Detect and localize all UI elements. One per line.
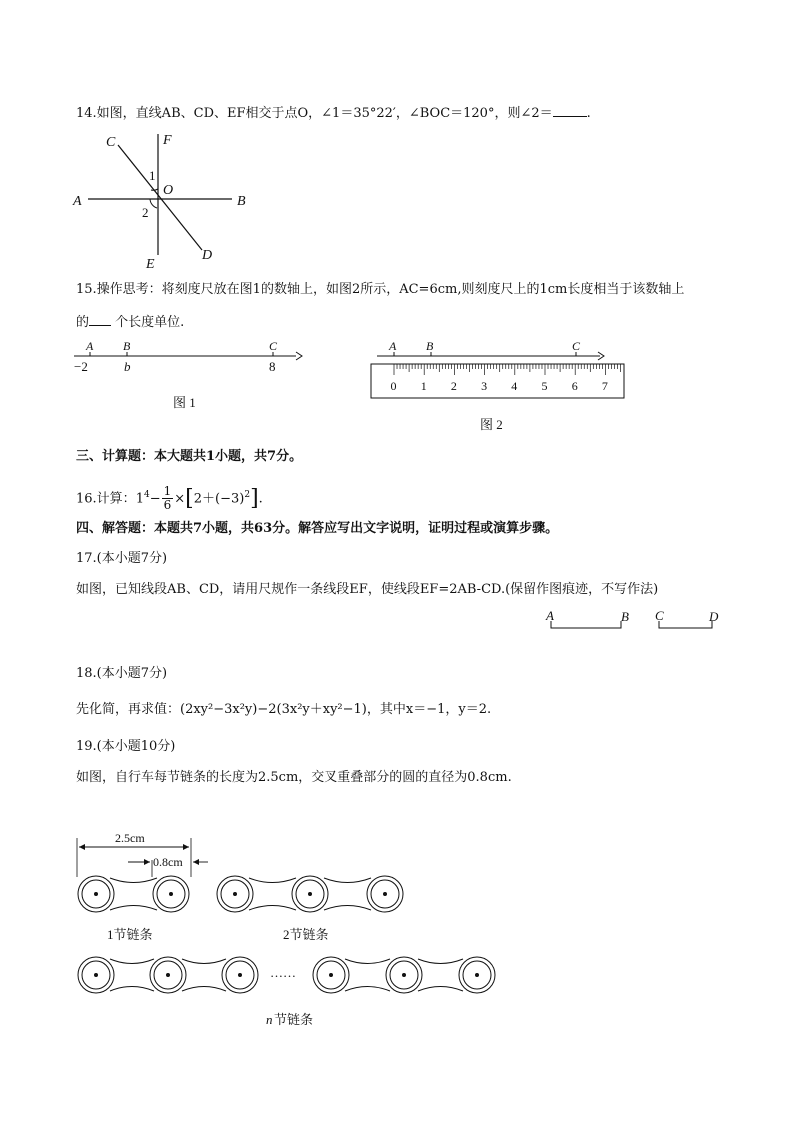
chain-pin (402, 973, 406, 977)
chain-pin (94, 892, 98, 896)
chain-pin (169, 892, 173, 896)
chain-link-plate (324, 878, 371, 910)
fig2-caption: 图 2 (480, 417, 503, 432)
chain-link-plate (182, 959, 226, 991)
q15-line1: 15.操作思考：将刻度尺放在图1的数轴上，如图2所示，AC=6cm,则刻度尺上的1cm长度相当于该数轴上 (76, 282, 685, 297)
ruler-number: 3 (481, 379, 488, 393)
chain-pin (308, 892, 312, 896)
q14-label-a: A (73, 194, 82, 209)
chain-link-plate (110, 878, 157, 910)
fig2-label-c: C (572, 339, 581, 353)
q17-text: 如图，已知线段AB、CD，请用尺规作一条线段EF，使线段EF=2AB-CD.(保留作图痕迹，不写作法) (76, 582, 659, 597)
fig1-value-c: 8 (269, 359, 276, 374)
q18-title: 18.(本小题7分) (76, 666, 168, 681)
q14-label-2: 2 (142, 205, 149, 220)
ruler-number: 7 (601, 379, 608, 393)
q14-label-o: O (163, 183, 174, 198)
fig2-label-b: B (426, 339, 434, 353)
chain-pin (329, 973, 333, 977)
dim-0-8-label: 0.8cm (153, 855, 183, 869)
chain-2-caption: 2节链条 (283, 927, 329, 942)
chain-pin (166, 973, 170, 977)
q14-label-b: B (237, 194, 246, 209)
q17-title: 17.(本小题7分) (76, 551, 168, 566)
q19-title: 19.(本小题10分) (76, 739, 176, 754)
fig1-caption: 图 1 (173, 395, 196, 410)
chain-1-caption: 1节链条 (107, 927, 153, 942)
chain-ellipsis: …… (270, 965, 296, 980)
q14-label-c: C (106, 135, 116, 150)
q15-line2: 的 个长度单位. (76, 315, 185, 330)
q14-label-d: D (202, 248, 213, 263)
fig2-label-a: A (389, 339, 397, 353)
chain-pin (233, 892, 237, 896)
fig1-value-a: −2 (74, 359, 88, 374)
ruler-number: 2 (450, 379, 457, 393)
q14-text: 14.如图，直线AB、CD、EF相交于点O，∠1＝35°22′，∠BOC＝120°，则∠2＝ . (76, 106, 591, 121)
q17-label-a: A (546, 608, 554, 623)
q17-label-c: C (655, 608, 664, 623)
fig1-label-c: C (269, 339, 278, 353)
q17-label-d: D (709, 609, 719, 624)
fig1-value-b: b (124, 359, 131, 374)
chain-n-caption: 节链条 (274, 1012, 314, 1027)
chain-link-plate (249, 878, 296, 910)
ruler-number: 0 (390, 379, 397, 393)
chain-pin (238, 973, 242, 977)
ruler-number: 6 (571, 379, 578, 393)
chain-link-plate (345, 959, 390, 991)
dim-2-5-label: 2.5cm (115, 831, 145, 845)
ruler-number: 5 (541, 379, 548, 393)
q16-expression: 16.计算：$1^4-$ $\frac{1}{6}$ $\times[2+(-3)^2]$. (76, 484, 263, 513)
ruler-number: 1 (420, 379, 427, 393)
chain-link-plate (418, 959, 463, 991)
q19-text: 如图，自行车每节链条的长度为2.5cm，交叉重叠部分的圆的直径为0.8cm. (76, 770, 512, 785)
q16-fraction: $\frac{1}{6}$ (163, 484, 172, 513)
chain-pin (94, 973, 98, 977)
q18-text: 先化简，再求值：(2xy²−3x²y)−2(3x²y＋xy²−1)，其中x＝−1，y＝2. (76, 702, 492, 717)
q17-label-b: B (621, 609, 629, 624)
chain-link-plate (110, 959, 154, 991)
section-4-heading: 四、解答题：本题共7小题，共63分。解答应写出文字说明，证明过程或演算步骤。 (76, 521, 559, 536)
q14-label-e: E (146, 257, 155, 272)
chain-pin (383, 892, 387, 896)
fig1-label-b: B (123, 339, 131, 353)
section-3-heading: 三、计算题：本大题共1小题，共7分。 (76, 449, 303, 464)
fig1-label-a: A (86, 339, 94, 353)
chain-pin (475, 973, 479, 977)
chain-n-caption-var: n (266, 1012, 273, 1027)
q14-label-f: F (163, 133, 172, 148)
ruler-number: 4 (511, 379, 518, 393)
q14-label-1: 1 (149, 168, 156, 183)
